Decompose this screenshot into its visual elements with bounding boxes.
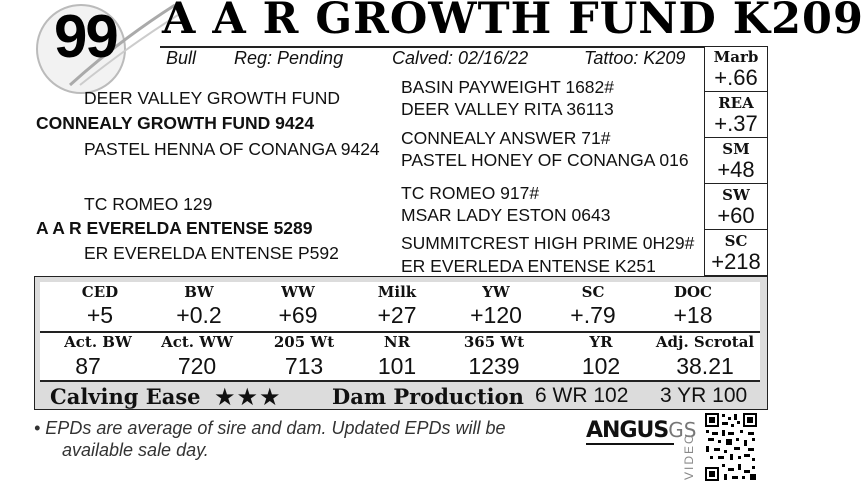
angus-gs-logo: ANGUSGS xyxy=(586,418,697,443)
qr-code-icon[interactable] xyxy=(704,412,758,482)
side-epd-sm: SM +48 xyxy=(705,139,767,184)
epd-value-bw: +0.2 xyxy=(176,302,222,328)
epd-divider xyxy=(40,380,760,382)
actual-label-nr: NR xyxy=(383,333,411,351)
animal-name: A A R GROWTH FUND K209 xyxy=(162,0,864,44)
epd-label-sc: SC xyxy=(581,283,605,301)
lot-number: 99 xyxy=(54,3,117,70)
epd-label-milk: Milk xyxy=(377,283,417,301)
pedigree-ggp: SUMMITCREST HIGH PRIME 0H29# xyxy=(401,233,695,253)
epd-label-yw: YW xyxy=(482,283,510,301)
pedigree-ggp: CONNEALY ANSWER 71# xyxy=(401,128,611,148)
actual-label-365: 365 Wt xyxy=(463,333,525,351)
actual-value-yr: 102 xyxy=(581,353,621,379)
pedigree-dam: A A R EVERELDA ENTENSE 5289 xyxy=(36,218,313,238)
side-epd-panel xyxy=(704,46,768,276)
pedigree-ggp: PASTEL HONEY OF CONANGA 016 xyxy=(401,150,689,170)
pedigree-ggp: BASIN PAYWEIGHT 1682# xyxy=(401,77,614,97)
pedigree-dam-dam: ER EVERELDA ENTENSE P592 xyxy=(84,243,339,263)
side-epd-marb: Marb +.66 xyxy=(705,47,767,92)
actual-label-yr: YR xyxy=(589,333,613,351)
epd-value-doc: +18 xyxy=(673,302,713,328)
dam-production-label: Dam Production xyxy=(332,384,524,409)
calved-date: Calved: 02/16/22 xyxy=(392,48,529,68)
epd-note-line2: available sale day. xyxy=(62,440,209,460)
calving-ease-label: Calving Ease xyxy=(50,384,201,409)
actual-label-bw: Act. BW xyxy=(64,333,132,351)
registration-label: Reg: Pending xyxy=(234,48,344,68)
epd-label-bw: BW xyxy=(184,283,214,301)
dam-production-wr: 6 WR 102 xyxy=(535,384,629,407)
actual-value-205: 713 xyxy=(284,353,324,379)
pedigree-ggp: ER EVERLEDA ENTENSE K251 xyxy=(401,256,656,276)
calving-ease-stars: ★★★ xyxy=(214,384,282,411)
side-epd-rea: REA +.37 xyxy=(705,93,767,138)
actual-value-365: 1239 xyxy=(468,353,520,379)
sex-label: Bull xyxy=(166,48,197,68)
video-label: VIDEO xyxy=(682,432,696,480)
pedigree-ggp: TC ROMEO 917# xyxy=(401,183,540,203)
actual-value-ww: 720 xyxy=(177,353,217,379)
epd-label-ww: WW xyxy=(281,283,315,301)
pedigree-ggp: DEER VALLEY RITA 36113 xyxy=(401,99,614,119)
pedigree-sire-sire: DEER VALLEY GROWTH FUND xyxy=(84,88,341,108)
pedigree-sire-dam: PASTEL HENNA OF CONANGA 9424 xyxy=(84,139,380,159)
actual-value-bw: 87 xyxy=(75,353,101,379)
actual-label-205: 205 Wt xyxy=(273,333,335,351)
epd-value-ced: +5 xyxy=(86,302,114,328)
dam-production-yr: 3 YR 100 xyxy=(660,384,748,407)
side-epd-sc: SC +218 xyxy=(711,232,761,274)
epd-value-sc: +.79 xyxy=(570,302,616,328)
actual-value-scrotal: 38.21 xyxy=(676,353,734,379)
epd-value-milk: +27 xyxy=(377,302,417,328)
pedigree-ggp: MSAR LADY ESTON 0643 xyxy=(401,205,611,225)
actual-value-nr: 101 xyxy=(377,353,417,379)
side-epd-sw: SW +60 xyxy=(705,185,767,230)
pedigree-sire: CONNEALY GROWTH FUND 9424 xyxy=(36,113,315,133)
tattoo-label: Tattoo: K209 xyxy=(584,48,686,68)
actual-label-scrotal: Adj. Scrotal xyxy=(655,333,755,351)
epd-value-ww: +69 xyxy=(278,302,318,328)
actual-label-ww: Act. WW xyxy=(161,333,233,351)
epd-value-yw: +120 xyxy=(470,302,522,328)
epd-note-line1: • EPDs are average of sire and dam. Updated EPDs will be xyxy=(34,418,506,438)
epd-label-doc: DOC xyxy=(673,283,712,301)
pedigree-dam-sire: TC ROMEO 129 xyxy=(84,194,213,214)
epd-label-ced: CED xyxy=(81,283,119,301)
